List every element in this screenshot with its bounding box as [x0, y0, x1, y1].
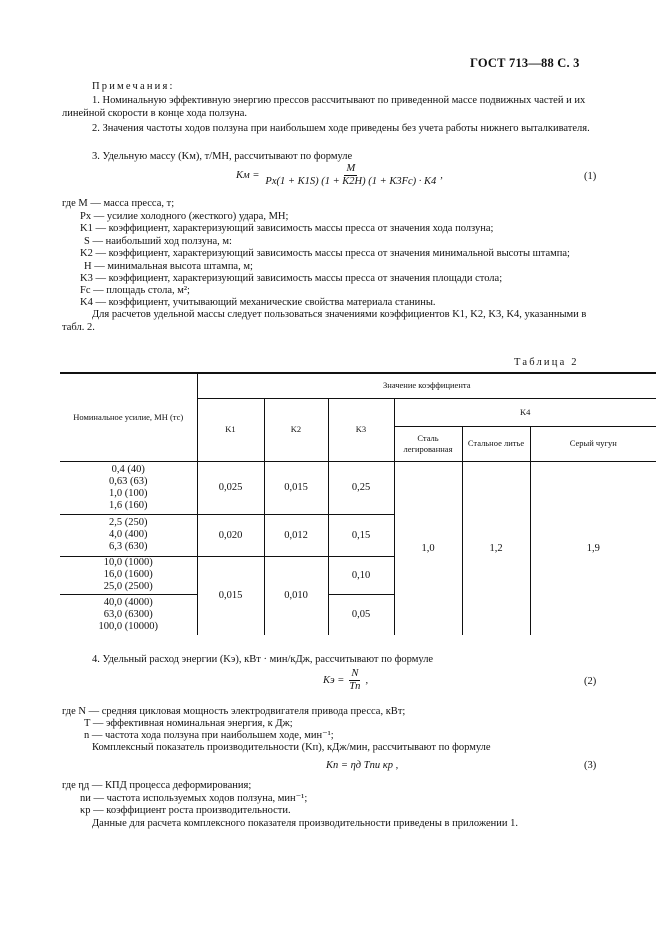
def-1: где M — масса пресса, т; [62, 198, 175, 209]
formula-2-lhs: Kэ = [323, 675, 345, 686]
def2-3: n — частота хода ползуна при наибольшем ходе, мин⁻¹; [84, 730, 334, 741]
row-2-k1: 0,020 [197, 514, 264, 556]
formula-1-denominator: Pх(1 + K1S) (1 + K2H) (1 + K3Fс) · K4 [265, 176, 437, 187]
def-6: H — минимальная высота штампа, м; [84, 261, 253, 272]
def3-3: κр — коэффициент роста производительности. [80, 805, 291, 816]
note-3: 3. Удельную массу (Kм), т/МН, рассчитывают по формуле [92, 151, 353, 162]
table-2 [60, 372, 656, 635]
col-k2-header: K2 [264, 398, 328, 461]
def-7: K3 — коэффициент, характеризующий зависимость массы пресса от значения площади стола; [80, 273, 503, 284]
formula-1-fraction [263, 163, 438, 188]
row-2-k3: 0,15 [328, 514, 394, 556]
formula-2-fraction [347, 668, 362, 693]
row-2-k2: 0,012 [264, 514, 328, 556]
para-calc: Для расчетов удельной массы следует пользоваться значениями коэффициентов K1, K2, K3, K4, указанными в табл. 2. [62, 309, 587, 333]
col-k3-header: K3 [328, 398, 394, 461]
k4-steel-alloy-value: 1,0 [394, 461, 462, 635]
def-8: Fс — площадь стола, м²; [80, 285, 190, 296]
k4-steel-cast-value: 1,2 [462, 461, 530, 635]
note-2: 2. Значения частоты ходов ползуна при наибольшем ходе приведены без учета работы нижнего выталкивателя. [92, 123, 590, 134]
col-k1-header: K1 [197, 398, 264, 461]
row-1-k2: 0,015 [264, 461, 328, 514]
note-1: 1. Номинальную эффективную энергию прессов рассчитывают по приведенной массе подвижных частей и их линейной скорости в конце хода ползуна. [62, 95, 586, 119]
page-header: ГОСТ 713—88 С. 3 [470, 56, 580, 70]
formula-2-numerator: N [351, 668, 359, 679]
row-3-forces: 10,0 (1000) 16,0 (1600) 25,0 (2500) [60, 556, 197, 594]
def-9: K4 — коэффициент, учитывающий механические свойства материала станины. [80, 297, 436, 308]
row-1-forces: 0,4 (40) 0,63 (63) 1,0 (100) 1,6 (160) [60, 461, 197, 514]
def2-2: T — эффективная номинальная энергия, к Дж; [84, 718, 293, 729]
formula-3: Kп = ηд Tnи κр , [326, 760, 399, 771]
formula-1: Kм = $\frac{M}{Pх(1 + K1S) (1 + K2H) (1 + K3Fс) \cdot K4}$ , [236, 163, 443, 187]
formula-1-number: (1) [584, 171, 597, 182]
col-k4-steel-cast: Стальное литье [462, 426, 530, 461]
formula-2-number: (2) [584, 676, 597, 687]
def3-1: где ηд — КПД процесса деформирования; [62, 780, 252, 791]
col-value-header: Значение коэффициента [197, 373, 656, 398]
col-k4-steel-alloy: Сталь легированная [394, 426, 462, 461]
para-4: 4. Удельный расход энергии (Kэ), кВт · мин/кДж, рассчитывают по формуле [92, 654, 434, 665]
formula-1-numerator: M [346, 163, 356, 174]
def3-2: nи — частота используемых ходов ползуна, мин⁻¹; [80, 793, 308, 804]
col-nominal-header: Номинальное усилие, МН (тс) [60, 373, 197, 461]
formula-2-tail: , [365, 675, 369, 686]
row-1-k3: 0,25 [328, 461, 394, 514]
rows-3-4-k1: 0,015 [197, 556, 264, 635]
def-3: K1 — коэффициент, характеризующий зависимость массы пресса от значения хода ползуна; [80, 223, 494, 234]
para-complex: Комплексный показатель производительности (Kп), кДж/мин, рассчитывают по формуле [92, 742, 491, 753]
def-4: S — наибольший ход ползуна, м: [84, 236, 232, 247]
formula-1-lhs: Kм = [236, 170, 260, 181]
def-5: K2 — коэффициент, характеризующий зависимость массы пресса от значения минимальной высоты штампа; [80, 248, 570, 259]
row-4-forces: 40,0 (4000) 63,0 (6300) 100,0 (10000) [98, 596, 158, 632]
row-4-k3: 0,05 [328, 594, 394, 635]
formula-2 [323, 668, 368, 693]
row-2-forces: 2,5 (250) 4,0 (400) 6,3 (630) [60, 514, 197, 556]
col-k4-grey-iron: Серый чугун [530, 426, 656, 461]
notes-heading: Примечания: [92, 81, 175, 92]
def-2: Pх — усилие холодного (жесткого) удара, МН; [80, 211, 289, 222]
def2-1: где N — средняя цикловая мощность электродвигателя привода пресса, кВт; [62, 706, 406, 717]
row-3-k3: 0,10 [328, 556, 394, 594]
formula-2-denominator: Tn [349, 681, 361, 692]
row-1-k1: 0,025 [197, 461, 264, 514]
formula-3-number: (3) [584, 760, 597, 771]
table-caption: Таблица 2 [514, 357, 579, 368]
rows-3-4-k2: 0,010 [264, 556, 328, 635]
para-final: Данные для расчета комплексного показателя производительности приведены в приложении 1. [92, 818, 518, 829]
k4-grey-iron-value: 1,9 [530, 461, 656, 635]
col-k4-header: K4 [394, 398, 656, 426]
